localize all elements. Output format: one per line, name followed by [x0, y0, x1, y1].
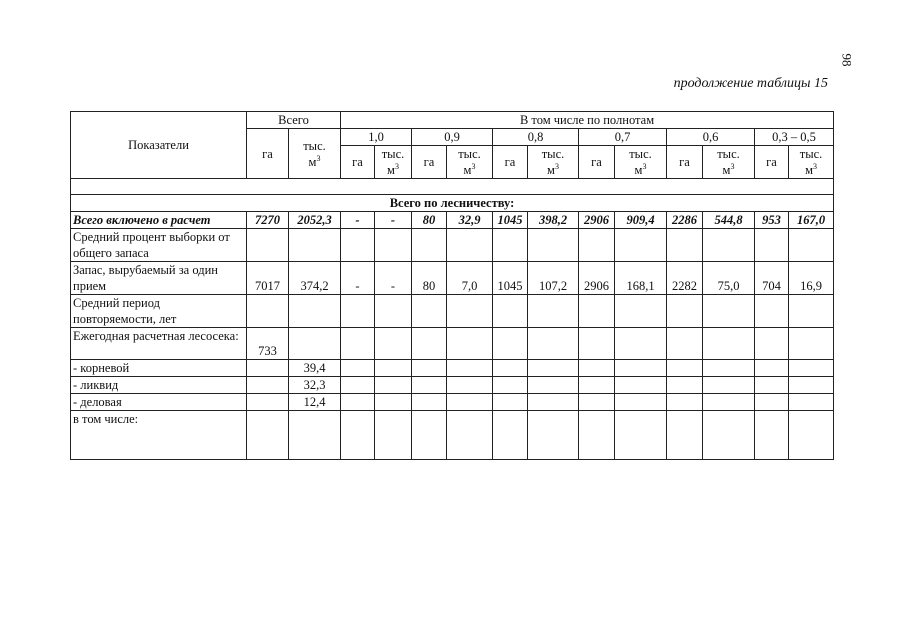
cell: [341, 377, 375, 394]
cell: [667, 394, 703, 411]
header-total-ha: га: [247, 129, 289, 179]
cell: 16,9: [789, 262, 834, 295]
cell: [579, 295, 615, 328]
cell: [493, 360, 528, 377]
cell: 909,4: [615, 212, 667, 229]
cell: [412, 411, 447, 460]
row-label: Средний процент выборки от общего запаса: [71, 229, 247, 262]
cell: [447, 360, 493, 377]
row-label: - ликвид: [71, 377, 247, 394]
cell: [247, 411, 289, 460]
header-density: 0,7: [579, 129, 667, 146]
cell: [247, 229, 289, 262]
cell: [375, 377, 412, 394]
cell: [667, 360, 703, 377]
row-label: Запас, вырубаемый за один прием: [71, 262, 247, 295]
cell: 2052,3: [289, 212, 341, 229]
cell: [703, 295, 755, 328]
cell: [579, 394, 615, 411]
row-label: Ежегодная расчетная лесосека:: [71, 328, 247, 360]
table-row: [71, 394, 834, 411]
header-volume: тыс. $м^3$: [703, 146, 755, 179]
cell: 7270: [247, 212, 289, 229]
cell: [755, 377, 789, 394]
cell: [375, 229, 412, 262]
cell: [375, 328, 412, 360]
cell: [667, 295, 703, 328]
cell: [703, 377, 755, 394]
cell: [615, 377, 667, 394]
cell: [579, 360, 615, 377]
cell: [789, 394, 834, 411]
page-number: 98: [839, 53, 855, 67]
cell: [703, 229, 755, 262]
header-density: 0,9: [412, 129, 493, 146]
cell: [412, 229, 447, 262]
cell: [375, 360, 412, 377]
cell: 7017: [247, 262, 289, 295]
header-indicators: Показатели: [71, 112, 247, 179]
row-label: Всего включено в расчет: [71, 212, 247, 229]
cell: [789, 229, 834, 262]
cell: [493, 394, 528, 411]
header-density: 0,8: [493, 129, 579, 146]
header-ha: га: [412, 146, 447, 179]
cell: 32,3: [289, 377, 341, 394]
header-density: 0,3 – 0,5: [755, 129, 834, 146]
cell: [528, 394, 579, 411]
cell: 39,4: [289, 360, 341, 377]
cell: [703, 411, 755, 460]
cell: [412, 360, 447, 377]
cell: [412, 295, 447, 328]
table-row: [71, 360, 834, 377]
cell: [528, 328, 579, 360]
cell: 2282: [667, 262, 703, 295]
cell: [615, 229, 667, 262]
cell: [341, 328, 375, 360]
table-row: [71, 295, 834, 328]
cell: [789, 295, 834, 328]
header-ha: га: [341, 146, 375, 179]
cell: -: [341, 262, 375, 295]
header-ha: га: [667, 146, 703, 179]
table-row: [71, 411, 834, 460]
header-ha: га: [579, 146, 615, 179]
header-density: 1,0: [341, 129, 412, 146]
cell: [247, 394, 289, 411]
cell: [289, 411, 341, 460]
cell: 80: [412, 212, 447, 229]
cell: [447, 411, 493, 460]
cell: [667, 229, 703, 262]
header-by-density: В том числе по полнотам: [341, 112, 834, 129]
section-title: Всего по лесничеству:: [71, 195, 834, 212]
cell: 2906: [579, 262, 615, 295]
cell: [375, 295, 412, 328]
cell: [447, 229, 493, 262]
cell: [579, 411, 615, 460]
cell: [789, 328, 834, 360]
header-ha: га: [493, 146, 528, 179]
cell: [528, 229, 579, 262]
cell: [755, 394, 789, 411]
table-row: [71, 377, 834, 394]
header-total: Всего: [247, 112, 341, 129]
table-row: [71, 212, 834, 229]
cell: [615, 411, 667, 460]
cell: [247, 295, 289, 328]
header-density: 0,6: [667, 129, 755, 146]
cell: 167,0: [789, 212, 834, 229]
table-row: [71, 328, 834, 360]
cell: [755, 328, 789, 360]
table-row: [71, 229, 834, 262]
cell: [289, 229, 341, 262]
cell: [579, 328, 615, 360]
cell: [703, 394, 755, 411]
cell: [667, 411, 703, 460]
cell: [412, 328, 447, 360]
cell: 2286: [667, 212, 703, 229]
cell: [341, 295, 375, 328]
cell: 75,0: [703, 262, 755, 295]
row-label: Средний период повторяемости, лет: [71, 295, 247, 328]
cell: [247, 360, 289, 377]
cell: [528, 360, 579, 377]
cell: 704: [755, 262, 789, 295]
cell: [615, 295, 667, 328]
row-label: в том числе:: [71, 411, 247, 460]
cell: [341, 229, 375, 262]
table-caption: продолжение таблицы 15: [673, 76, 828, 91]
cell: [528, 295, 579, 328]
cell: [755, 360, 789, 377]
table-row: [71, 262, 834, 295]
cell: [615, 328, 667, 360]
cell: [755, 411, 789, 460]
cell: 80: [412, 262, 447, 295]
cell: [579, 377, 615, 394]
cell: [247, 377, 289, 394]
header-volume: тыс. $м^3$: [447, 146, 493, 179]
cell: -: [341, 212, 375, 229]
header-total-volume: тыс. $м^3$: [289, 129, 341, 179]
header-volume: тыс. $м^3$: [528, 146, 579, 179]
cell: 32,9: [447, 212, 493, 229]
cell: [447, 394, 493, 411]
cell: 733: [247, 328, 289, 360]
cell: [789, 377, 834, 394]
cell: [667, 328, 703, 360]
cell: 1045: [493, 212, 528, 229]
data-table: [70, 111, 834, 460]
cell: 1045: [493, 262, 528, 295]
cell: [447, 328, 493, 360]
cell: [755, 229, 789, 262]
cell: 374,2: [289, 262, 341, 295]
empty-row: [71, 179, 834, 195]
cell: [528, 411, 579, 460]
cell: [615, 360, 667, 377]
cell: [789, 411, 834, 460]
cell: [703, 360, 755, 377]
cell: [412, 394, 447, 411]
row-label: - деловая: [71, 394, 247, 411]
cell: [755, 295, 789, 328]
cell: 2906: [579, 212, 615, 229]
cell: [447, 295, 493, 328]
header-volume: тыс. $м^3$: [375, 146, 412, 179]
cell: [579, 229, 615, 262]
header-ha: га: [755, 146, 789, 179]
cell: [289, 328, 341, 360]
cell: [341, 360, 375, 377]
cell: [667, 377, 703, 394]
cell: [528, 377, 579, 394]
cell: 168,1: [615, 262, 667, 295]
header-volume: тыс. $м^3$: [789, 146, 834, 179]
cell: [493, 411, 528, 460]
cell: [341, 394, 375, 411]
cell: [375, 394, 412, 411]
cell: 12,4: [289, 394, 341, 411]
cell: [703, 328, 755, 360]
cell: [493, 377, 528, 394]
cell: [615, 394, 667, 411]
cell: -: [375, 212, 412, 229]
cell: [412, 377, 447, 394]
cell: 7,0: [447, 262, 493, 295]
cell: -: [375, 262, 412, 295]
cell: [375, 411, 412, 460]
cell: 107,2: [528, 262, 579, 295]
cell: [493, 229, 528, 262]
cell: [341, 411, 375, 460]
cell: [447, 377, 493, 394]
cell: [289, 295, 341, 328]
cell: 544,8: [703, 212, 755, 229]
cell: 953: [755, 212, 789, 229]
cell: [493, 295, 528, 328]
cell: 398,2: [528, 212, 579, 229]
header-volume: тыс. $м^3$: [615, 146, 667, 179]
cell: [789, 360, 834, 377]
cell: [493, 328, 528, 360]
row-label: - корневой: [71, 360, 247, 377]
